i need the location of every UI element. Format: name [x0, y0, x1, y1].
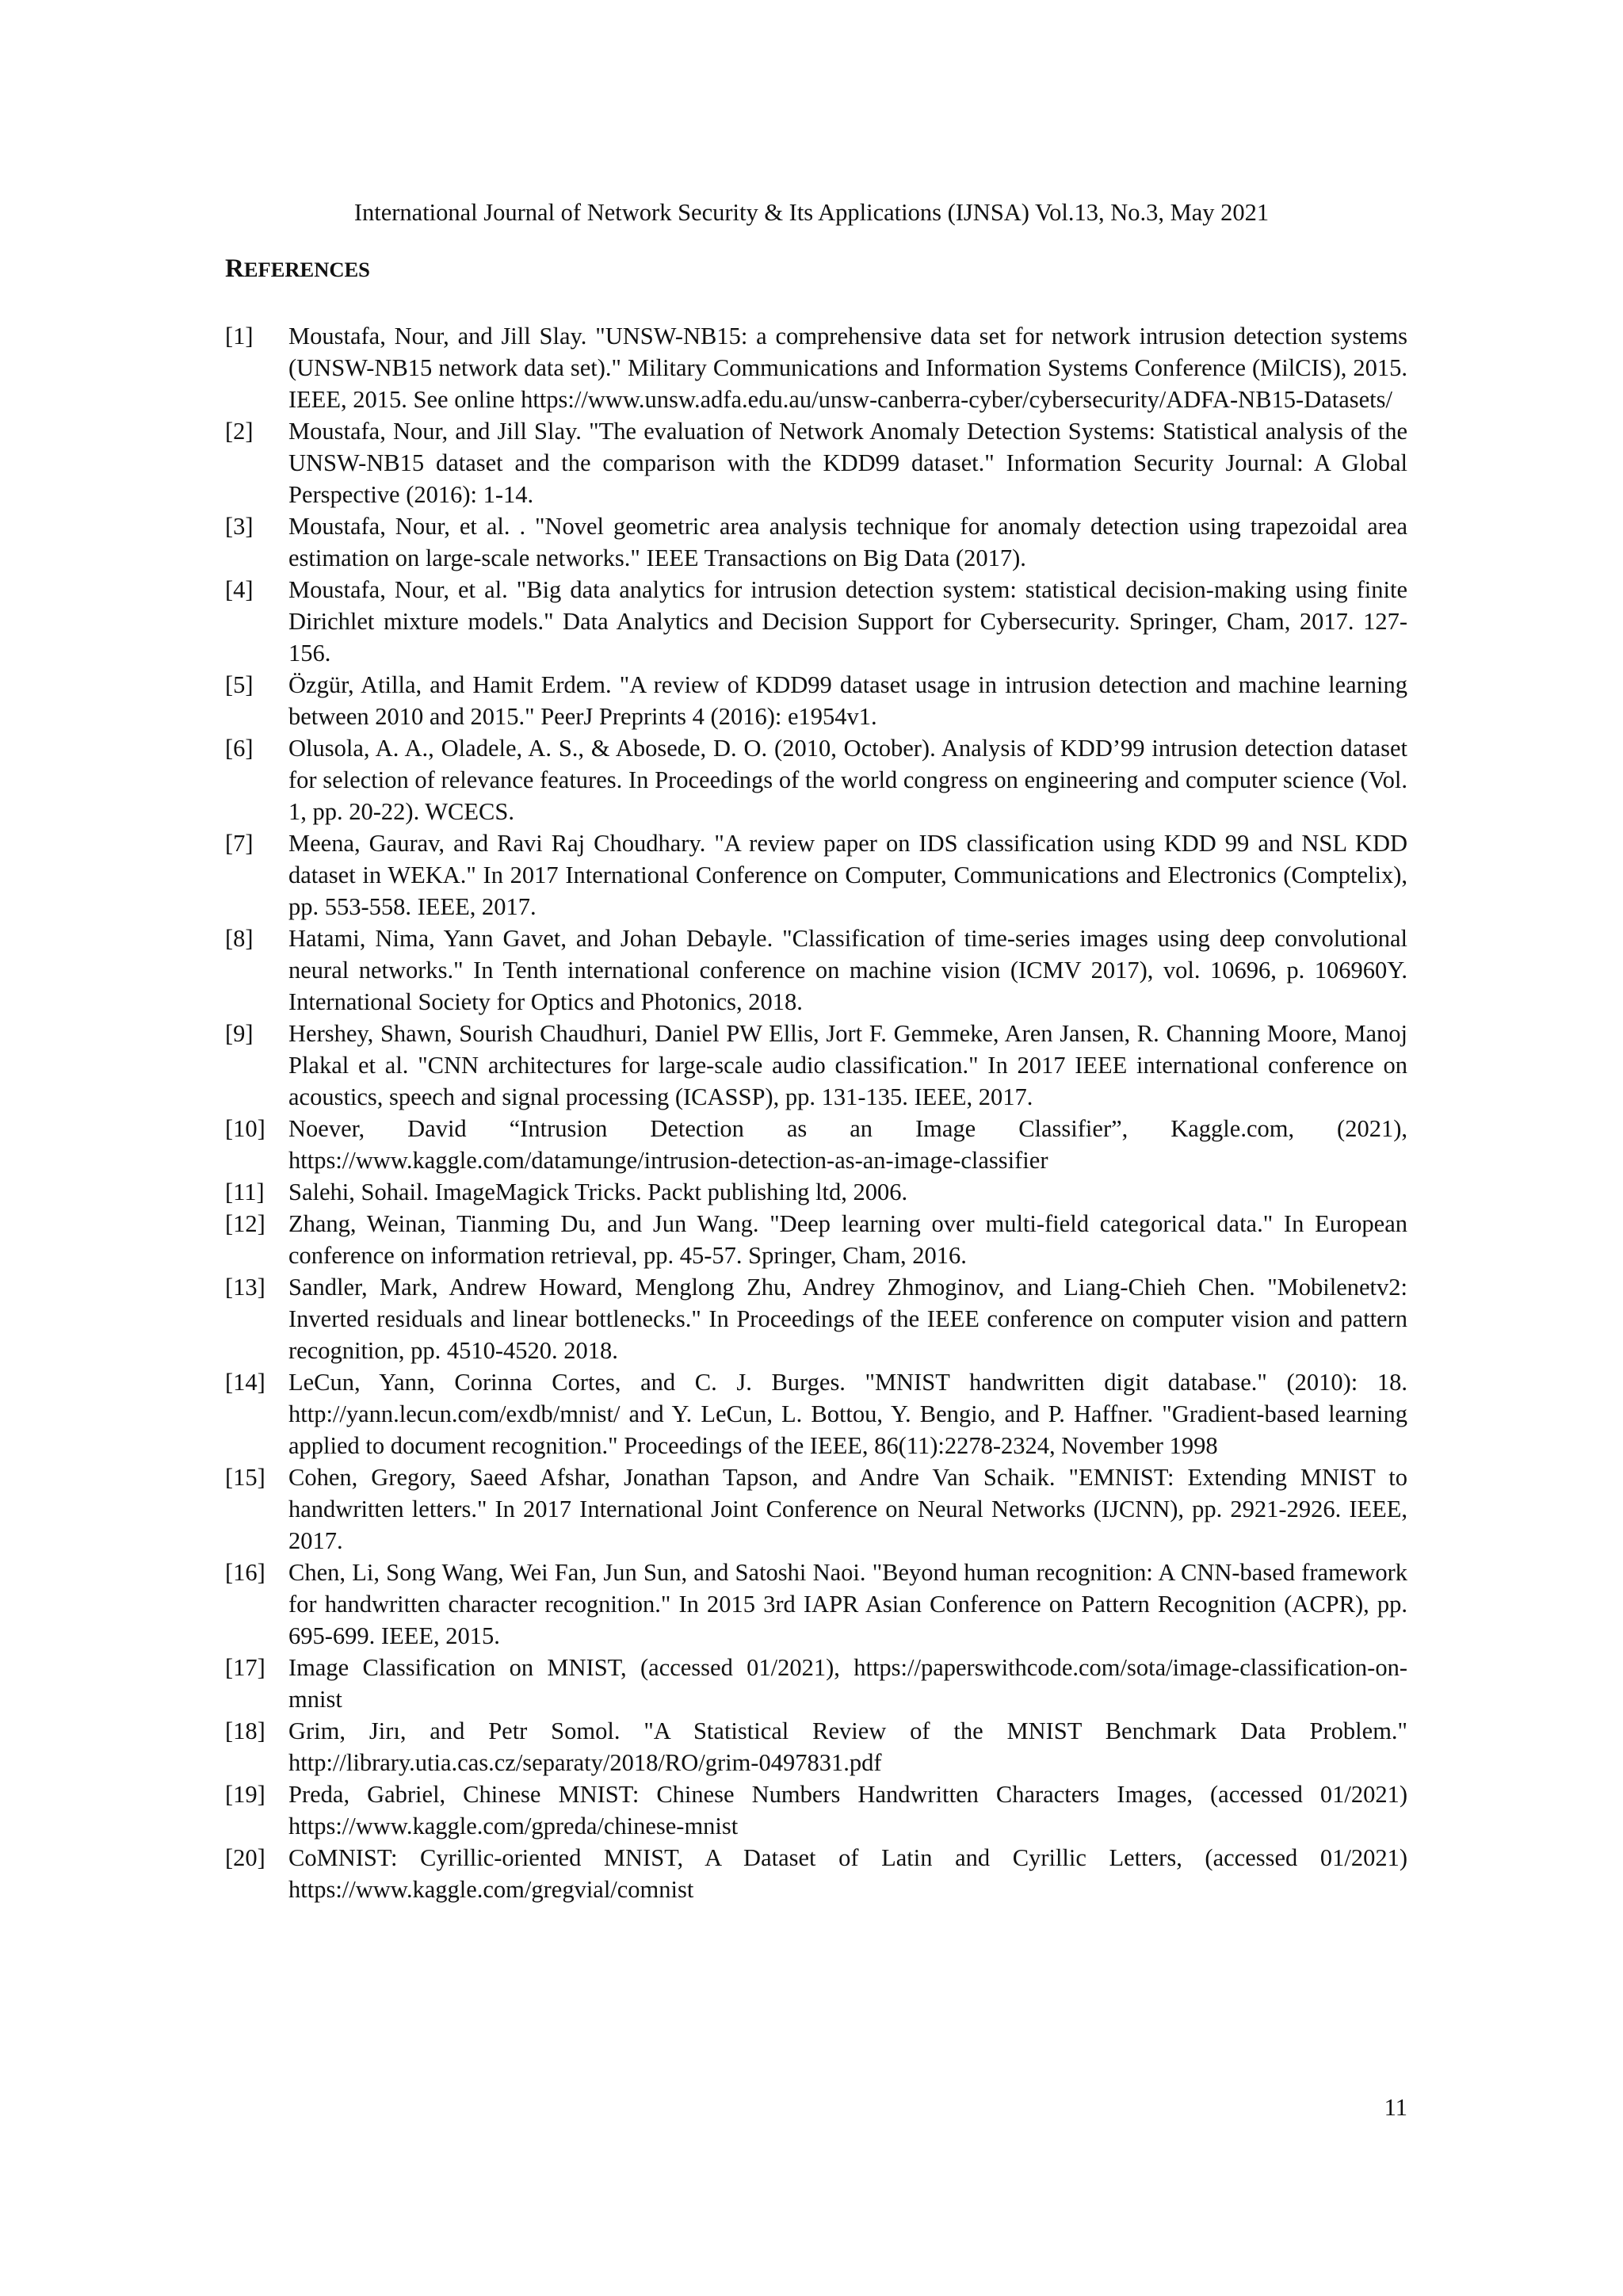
running-header: International Journal of Network Security & Its Applications (IJNSA) Vol.13, No.3, May 2021 [353, 199, 1270, 226]
reference-item [225, 732, 1407, 827]
reference-number: [8] [225, 925, 254, 952]
reference-item [225, 1208, 1407, 1271]
reference-text: Grim, Jirı, and Petr Somol. "A Statistical Review of the MNIST Benchmark Data Problem." http://library.utia.cas.cz/separaty/2018/RO/grim-0497831.pdf [288, 1717, 1407, 1776]
reference-number: [9] [225, 1020, 254, 1047]
reference-item [225, 1176, 1407, 1208]
reference-text: CoMNIST: Cyrillic-oriented MNIST, A Dataset of Latin and Cyrillic Letters, (accessed 01/2021) https://www.kaggle.com/gregvial/comnist [288, 1844, 1407, 1903]
reference-list [225, 320, 1407, 1905]
reference-item [225, 1113, 1407, 1176]
reference-item [225, 1715, 1407, 1778]
reference-text: Noever, David “Intrusion Detection as an Image Classifier”, Kaggle.com, (2021), https://www.kaggle.com/datamunge/intrusion-detection-as-an-image-classifier [288, 1115, 1407, 1174]
reference-number: [18] [225, 1717, 265, 1744]
section-title-initial: R [225, 254, 244, 283]
reference-item [225, 320, 1407, 415]
reference-text: Meena, Gaurav, and Ravi Raj Choudhary. "A review paper on IDS classification using KDD 99 and NSL KDD dataset in WEKA." In 2017 International Conference on Computer, Communications and Electronics (Comptelix), pp. 553-558. IEEE, 2017. [288, 830, 1407, 920]
reference-number: [3] [225, 513, 254, 540]
reference-number: [16] [225, 1559, 265, 1586]
reference-number: [4] [225, 576, 254, 603]
section-title-rest: EFERENCES [243, 258, 370, 281]
reference-text: Moustafa, Nour, and Jill Slay. "The evaluation of Network Anomaly Detection Systems: Statistical analysis of the UNSW-NB15 dataset and the comparison with the KDD99 dataset." Information Security Journal: A Global Perspective (2016): 1-14. [288, 418, 1407, 508]
reference-text: Image Classification on MNIST, (accessed 01/2021), https://paperswithcode.com/sota/image-classification-on-mnist [288, 1654, 1407, 1713]
reference-number: [20] [225, 1844, 265, 1871]
reference-item [225, 415, 1407, 510]
reference-number: [13] [225, 1274, 265, 1301]
reference-item [225, 1652, 1407, 1715]
reference-text: Moustafa, Nour, and Jill Slay. "UNSW-NB15: a comprehensive data set for network intrusion detection systems (UNSW-NB15 network data set)." Military Communications and Information Systems Conference (MilCIS), 2015. IEEE, 2015. See online https://www.unsw.adfa.edu.au/unsw-canberra-cyber/cybersecurity/ADFA-NB15-Datasets/ [288, 323, 1407, 413]
reference-text: Sandler, Mark, Andrew Howard, Menglong Zhu, Andrey Zhmoginov, and Liang-Chieh Chen. "Mobilenetv2: Inverted residuals and linear bottlenecks." In Proceedings of the IEEE conference on computer vision and pattern recognition, pp. 4510-4520. 2018. [288, 1274, 1407, 1364]
reference-item [225, 1778, 1407, 1842]
reference-item [225, 1842, 1407, 1905]
reference-item [225, 669, 1407, 732]
reference-text: LeCun, Yann, Corinna Cortes, and C. J. Burges. "MNIST handwritten digit database." (2010): 18. http://yann.lecun.com/exdb/mnist/ and Y. LeCun, L. Bottou, Y. Bengio, and P. Haffner. "Gradient-based learning applied to document recognition." Proceedings of the IEEE, 86(11):2278-2324, November 1998 [288, 1369, 1407, 1459]
reference-text: Moustafa, Nour, et al. "Big data analytics for intrusion detection system: statistical decision-making using finite Dirichlet mixture models." Data Analytics and Decision Support for Cybersecurity. Springer, Cham, 2017. 127-156. [288, 576, 1407, 667]
reference-text: Hatami, Nima, Yann Gavet, and Johan Debayle. "Classification of time-series images using deep convolutional neural networks." In Tenth international conference on machine vision (ICMV 2017), vol. 10696, p. 106960Y. International Society for Optics and Photonics, 2018. [288, 925, 1407, 1015]
reference-number: [5] [225, 671, 254, 698]
reference-item [225, 1018, 1407, 1113]
reference-number: [17] [225, 1654, 265, 1681]
reference-text: Salehi, Sohail. ImageMagick Tricks. Packt publishing ltd, 2006. [288, 1179, 908, 1205]
reference-number: [7] [225, 830, 254, 857]
reference-text: Cohen, Gregory, Saeed Afshar, Jonathan Tapson, and Andre Van Schaik. "EMNIST: Extending MNIST to handwritten letters." In 2017 International Joint Conference on Neural Networks (IJCNN), pp. 2921-2926. IEEE, 2017. [288, 1464, 1407, 1554]
page-number: 11 [1384, 2094, 1407, 2121]
reference-item [225, 1366, 1407, 1461]
reference-number: [2] [225, 418, 254, 445]
reference-number: [15] [225, 1464, 265, 1491]
reference-text: Preda, Gabriel, Chinese MNIST: Chinese Numbers Handwritten Characters Images, (accessed 01/2021) https://www.kaggle.com/gpreda/chinese-mnist [288, 1781, 1407, 1839]
reference-text: Chen, Li, Song Wang, Wei Fan, Jun Sun, and Satoshi Naoi. "Beyond human recognition: A CNN-based framework for handwritten character recognition." In 2015 3rd IAPR Asian Conference on Pattern Recognition (ACPR), pp. 695-699. IEEE, 2015. [288, 1559, 1407, 1649]
reference-number: [14] [225, 1369, 265, 1396]
reference-item [225, 1271, 1407, 1366]
reference-text: Özgür, Atilla, and Hamit Erdem. "A review of KDD99 dataset usage in intrusion detection and machine learning between 2010 and 2015." PeerJ Preprints 4 (2016): e1954v1. [288, 671, 1407, 730]
reference-item [225, 923, 1407, 1018]
reference-item [225, 574, 1407, 669]
reference-text: Hershey, Shawn, Sourish Chaudhuri, Daniel PW Ellis, Jort F. Gemmeke, Aren Jansen, R. Channing Moore, Manoj Plakal et al. "CNN architectures for large-scale audio classification." In 2017 IEEE international conference on acoustics, speech and signal processing (ICASSP), pp. 131-135. IEEE, 2017. [288, 1020, 1407, 1110]
reference-text: Moustafa, Nour, et al. . "Novel geometric area analysis technique for anomaly detection using trapezoidal area estimation on large-scale networks." IEEE Transactions on Big Data (2017). [288, 513, 1407, 571]
reference-number: [6] [225, 735, 254, 762]
reference-number: [1] [225, 323, 254, 350]
reference-item [225, 510, 1407, 574]
reference-item [225, 1461, 1407, 1557]
reference-item [225, 827, 1407, 923]
reference-number: [11] [225, 1179, 265, 1205]
section-title [225, 250, 370, 288]
reference-number: [10] [225, 1115, 265, 1142]
reference-item [225, 1557, 1407, 1652]
reference-text: Zhang, Weinan, Tianming Du, and Jun Wang. "Deep learning over multi-field categorical data." In European conference on information retrieval, pp. 45-57. Springer, Cham, 2016. [288, 1210, 1407, 1269]
reference-text: Olusola, A. A., Oladele, A. S., & Abosede, D. O. (2010, October). Analysis of KDD’99 intrusion detection dataset for selection of relevance features. In Proceedings of the world congress on engineering and computer science (Vol. 1, pp. 20-22). WCECS. [288, 735, 1407, 825]
reference-number: [12] [225, 1210, 265, 1237]
reference-number: [19] [225, 1781, 265, 1808]
